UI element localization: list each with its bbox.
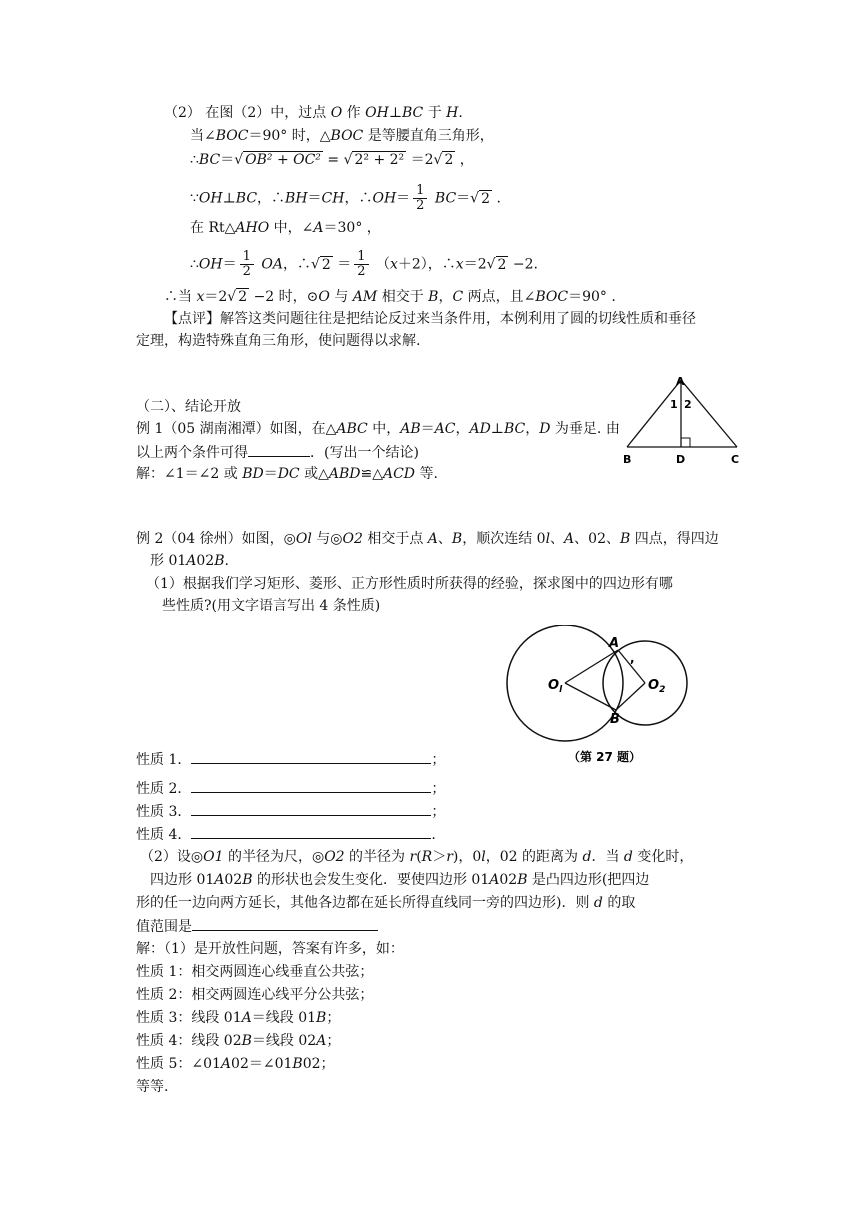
solution-etc: 等等. <box>136 1079 169 1095</box>
segment-bo2 <box>616 683 645 710</box>
comment-line2: 定理，构造特殊直角三角形，使问题得以求解. <box>136 333 421 349</box>
part2-line2: 当∠BOC＝90° 时，△BOC 是等腰直角三角形， <box>190 128 494 144</box>
question1-line2: 些性质?(用文字语言写出 4 条性质) <box>162 598 381 614</box>
label-angle2: 2 <box>684 398 692 411</box>
circles-figure <box>500 625 700 770</box>
part2-line7: ∴当 x＝2√ 2 −2 时，⊙O 与 AM 相交于 B，C 两点，且∠BOC＝90° . <box>164 289 616 305</box>
property4-line: 性质 4． . <box>136 824 436 845</box>
solution-property5: 性质 5：∠01A02＝∠01B02； <box>136 1056 335 1072</box>
label-a: A <box>676 375 685 388</box>
solution-property2: 性质 2：相交两圆连心线平分公共弦； <box>136 987 374 1003</box>
segment-o1b <box>565 683 616 710</box>
triangle-figure <box>615 372 750 467</box>
label-b2: B <box>610 712 620 727</box>
tick-mark: , <box>630 651 635 665</box>
property1-blank[interactable] <box>191 749 431 764</box>
property2-blank[interactable] <box>191 778 431 793</box>
label-angle1: 1 <box>670 398 678 411</box>
label-d: D <box>676 453 686 466</box>
example2-line2: 形 01A02B. <box>150 553 229 569</box>
right-angle-mark <box>681 438 690 447</box>
side-ab <box>627 380 681 447</box>
example1-line2: 以上两个条件可得 ．(写出一个结论) <box>136 442 419 463</box>
label-b: B <box>623 453 632 466</box>
property2-line: 性质 2． ； <box>136 778 445 799</box>
question2-line1: （2）设◎O1 的半径为尺，◎O2 的半径为 r(R＞r)，0l，02 的距离为 d．当 d 变化时， <box>140 849 694 865</box>
solution-property1: 性质 1：相交两圆连心线垂直公共弦； <box>136 964 374 980</box>
question2-line2: 四边形 01A02B 的形状也会发生变化．要使四边形 01A02B 是凸四边形(把四边 <box>150 872 650 888</box>
property3-line: 性质 3． ； <box>136 801 445 822</box>
part2-line6: ∴OH＝ $\frac{1}{2}$ OA，∴√ 2 ＝ $\frac{1}{2}$ （x＋2），∴x＝2√ 2 −2. <box>190 249 539 279</box>
answer-blank[interactable] <box>248 442 310 457</box>
part2-line4: ∵OH⊥BC，∴BH＝CH，∴OH＝ $\frac{1}{2}$ BC＝√ 2 . <box>190 183 501 213</box>
label-o1: $O_l$ <box>548 678 563 695</box>
figure-caption: （第 27 题） <box>568 750 642 764</box>
range-blank[interactable] <box>192 916 378 931</box>
part2-line5: 在 Rt△AHO 中，∠A＝30° ， <box>190 220 381 236</box>
question2-line4: 值范围是 <box>136 916 378 937</box>
part2-line1: （2） 在图（2）中，过点 O 作 OH⊥BC 于 H. <box>164 105 463 121</box>
property3-blank[interactable] <box>191 801 431 816</box>
part2-line3: ∴BC＝√ OB² + OC² = √ 2² + 2² ＝2√ 2 ， <box>190 152 474 168</box>
question1-line1: （1）根据我们学习矩形、菱形、正方形性质时所获得的经验，探求图中的四边形有哪 <box>146 576 673 592</box>
solution-property4: 性质 4：线段 02B＝线段 02A； <box>136 1033 341 1049</box>
question2-line3: 形的任一边向两方延长，其他各边都在延长所得直线同一旁的四边形)．则 d 的取 <box>136 895 636 911</box>
example2-line1: 例 2（04 徐州）如图，◎Ol 与◎O2 相交于点 A、B，顺次连结 0l、A、02、B 四点，得四边 <box>136 531 719 547</box>
solution-property3: 性质 3：线段 01A＝线段 01B； <box>136 1010 341 1026</box>
comment-line1: 【点评】解答这类问题往往是把结论反过来当条件用，本例利用了圆的切线性质和垂径 <box>164 311 696 327</box>
section-title: （二）、结论开放 <box>136 399 241 415</box>
label-o2: $O_2$ <box>648 678 666 695</box>
label-c: C <box>731 453 740 466</box>
segment-o1a <box>565 650 618 683</box>
solution2-intro: 解：（1）是开放性问题，答案有许多，如： <box>136 941 404 957</box>
example1-line1: 例 1（05 湖南湘潭）如图，在△ABC 中，AB＝AC，AD⊥BC，D 为垂足. 由 <box>136 421 620 437</box>
property1-line: 性质 1． ； <box>136 749 445 770</box>
side-ac <box>681 380 737 447</box>
solution1: 解：∠1＝∠2 或 BD＝DC 或△ABD≌△ACD 等. <box>136 466 438 482</box>
label-a2: A <box>609 636 620 651</box>
property4-blank[interactable] <box>191 824 431 839</box>
